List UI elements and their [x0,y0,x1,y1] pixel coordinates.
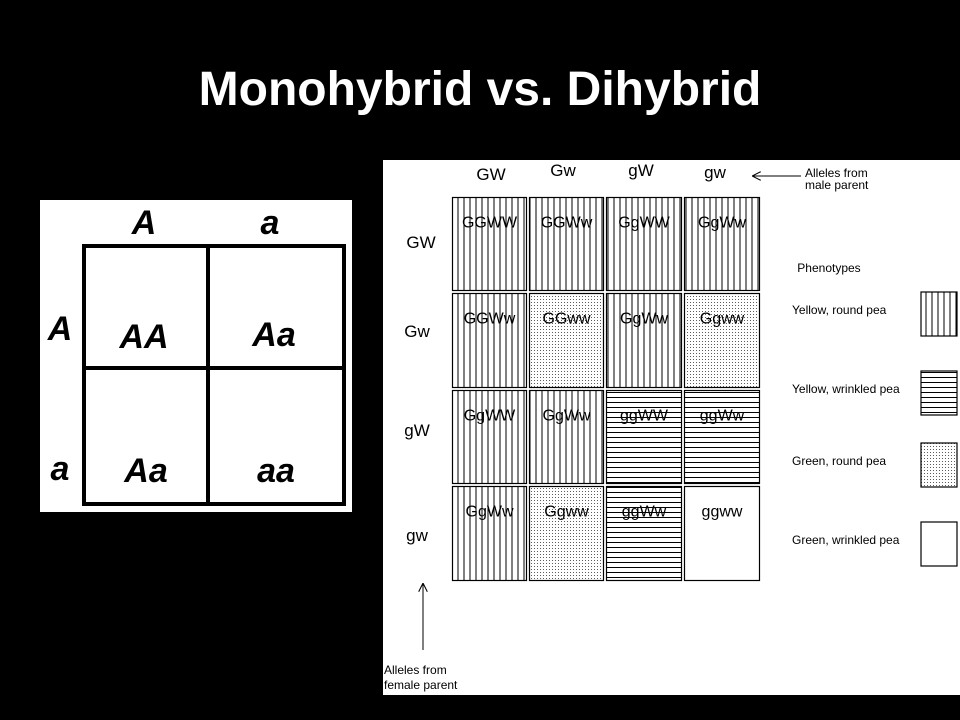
phenotype-swatch [921,443,957,487]
genotype-cell [607,487,682,581]
genotype-cell [530,391,604,484]
phenotype-label: Green, wrinkled pea [792,533,900,547]
genotype-cell [453,294,527,388]
slide-title: Monohybrid vs. Dihybrid [198,63,762,116]
mono-row-header-1: A [47,310,73,348]
genotype-label: ggWw [621,503,667,521]
male-parent-label-line-2: male parent [805,178,869,192]
genotype-label: GGWW [461,214,518,232]
female-parent-label-line-1: Alleles from [384,663,447,677]
genotype-label: GGww [542,310,591,328]
mono-cell: Aa [252,316,296,354]
genotype-cell [607,198,682,291]
genotype-label: GgWW [463,407,516,425]
mono-cell: AA [119,318,169,356]
female-gamete-header: gW [404,421,430,440]
genotype-label: GgWw [465,503,514,521]
genotype-cell [685,294,760,388]
genotype-label: ggww [701,503,743,521]
genotype-label: GgWw [698,214,746,232]
genotype-label: ggWw [699,407,745,425]
genotype-cell [685,391,760,484]
genotype-label: GgWw [542,407,591,425]
genotype-cell [530,294,604,388]
male-gamete-header: GW [476,165,506,184]
mono-cell: aa [257,452,295,490]
phenotypes-title: Phenotypes [797,261,861,275]
female-gamete-header: GW [406,233,436,252]
genotype-cell [453,487,527,581]
genotype-cell [607,391,682,484]
phenotype-swatch [921,522,957,566]
male-gamete-header: gW [628,161,654,180]
female-gamete-header: Gw [404,322,430,341]
genotype-cell [530,198,604,291]
phenotype-swatch [921,292,957,336]
dihybrid-punnett-square [383,160,960,695]
female-parent-label-line-2: female parent [384,678,458,692]
genotype-cell [607,294,682,388]
genotype-cell [685,487,760,581]
genotype-cell [685,198,760,291]
mono-row-header-2: a [50,450,70,488]
mono-col-header-1: A [131,204,157,242]
genotype-label: Ggww [699,310,745,328]
genotype-label: ggWW [620,407,668,425]
mono-col-header-2: a [260,204,280,242]
phenotype-swatch [921,371,957,415]
male-gamete-header: gw [704,163,726,182]
genotype-label: GgWw [620,310,668,328]
mono-cell: Aa [124,452,168,490]
genotype-cell [453,391,527,484]
genotype-cell [453,198,527,291]
genotype-label: GGWw [540,214,593,232]
male-parent-label-line-1: Alleles from [805,166,868,180]
genotype-cell [530,487,604,581]
genotype-label: GGWw [463,310,516,328]
phenotype-label: Yellow, wrinkled pea [792,382,900,396]
monohybrid-punnett-square [40,200,352,512]
genotype-label: GgWW [618,214,670,232]
phenotype-label: Yellow, round pea [792,303,887,317]
genotype-label: Ggww [544,503,589,521]
female-gamete-header: gw [406,526,428,545]
phenotype-label: Green, round pea [792,454,887,468]
male-gamete-header: Gw [550,161,576,180]
